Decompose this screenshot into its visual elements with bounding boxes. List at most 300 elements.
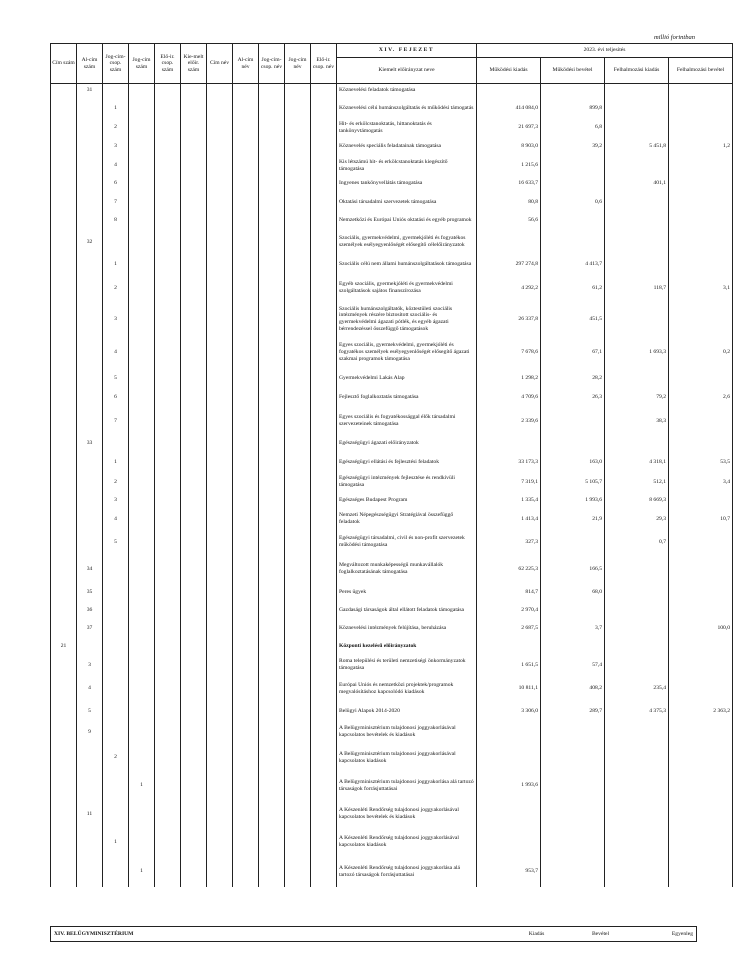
cell-alcim	[77, 212, 103, 230]
cell-eloir	[155, 230, 181, 255]
cell-jogcim	[129, 602, 155, 620]
cell-eloir	[155, 638, 181, 656]
cell-cim	[51, 193, 77, 212]
cell-cim	[51, 473, 77, 492]
cell-jogcimnev	[285, 720, 311, 745]
cell-alcim	[77, 453, 103, 473]
cell-felhalmozasi-bevetel	[669, 675, 733, 703]
cell-felhalmozasi-bevetel	[669, 492, 733, 510]
cell-alcimnev	[233, 556, 259, 583]
table-row	[51, 119, 733, 137]
cell-eloir	[155, 529, 181, 556]
cell-alcimnev	[233, 175, 259, 193]
cell-kiemelt	[181, 193, 207, 212]
cell-jogcim	[129, 98, 155, 119]
cell-name: Egyes szociális, gyermekvédelmi, gyermekjóléti és fogyatékos személyek esélyegyenlőségét elősegítő ágazati szakmai programok támogatása	[337, 337, 477, 369]
cell-mukodesi-kiadas: 327,3	[477, 529, 541, 556]
cell-alcimnev	[233, 337, 259, 369]
cell-jogcim	[129, 193, 155, 212]
unit-note: millió forintban	[654, 34, 695, 41]
cell-cim	[51, 801, 77, 828]
cell-cim	[51, 337, 77, 369]
cell-jogcimcsopnev	[259, 435, 285, 453]
cell-jogcimcsop: 2	[103, 119, 129, 137]
cell-cimnev	[207, 84, 233, 98]
table-row	[51, 435, 733, 453]
cell-mukodesi-kiadas: 26 337,8	[477, 302, 541, 337]
cell-mukodesi-kiadas: 56,6	[477, 212, 541, 230]
cell-felhalmozasi-kiadas	[605, 435, 669, 453]
cell-jogcimnev	[285, 275, 311, 302]
cell-eloir	[155, 745, 181, 771]
cell-jogcimcsopnev	[259, 193, 285, 212]
cell-jogcimnev	[285, 801, 311, 828]
cell-mukodesi-kiadas: 4 709,6	[477, 388, 541, 408]
cell-felhalmozasi-bevetel	[669, 157, 733, 175]
cell-felhalmozasi-bevetel	[669, 602, 733, 620]
cell-jogcimcsop: 4	[103, 337, 129, 369]
cell-jogcimcsop: 1	[103, 255, 129, 275]
cell-felhalmozasi-bevetel	[669, 583, 733, 602]
cell-jogcimcsopnev	[259, 157, 285, 175]
header-year-group: 2023. évi teljesítés	[477, 44, 733, 58]
cell-jogcim	[129, 720, 155, 745]
cell-eloirnev	[311, 212, 337, 230]
cell-alcim: 31	[77, 84, 103, 98]
table-row	[51, 388, 733, 408]
cell-name: Köznevelési intézmények felújítása, beruházása	[337, 620, 477, 638]
cell-eloir	[155, 675, 181, 703]
cell-name: Egyes szociális és fogyatékossággal élők társadalmi szervezeteinek támogatása	[337, 408, 477, 435]
cell-eloirnev	[311, 703, 337, 720]
cell-alcim: 33	[77, 435, 103, 453]
cell-jogcimcsopnev	[259, 583, 285, 602]
cell-name: Roma települési és területi nemzetiségi önkormányzatok támogatása	[337, 656, 477, 675]
table-row	[51, 175, 733, 193]
cell-eloir	[155, 435, 181, 453]
cell-jogcimnev	[285, 620, 311, 638]
cell-cimnev	[207, 157, 233, 175]
cell-alcim	[77, 157, 103, 175]
cell-mukodesi-bevetel	[541, 720, 605, 745]
cell-mukodesi-bevetel: 21,9	[541, 510, 605, 529]
cell-eloirnev	[311, 510, 337, 529]
cell-felhalmozasi-bevetel	[669, 638, 733, 656]
cell-jogcimnev	[285, 473, 311, 492]
table-row	[51, 675, 733, 703]
cell-jogcim	[129, 583, 155, 602]
cell-cim	[51, 675, 77, 703]
cell-kiemelt	[181, 828, 207, 857]
cell-jogcim	[129, 828, 155, 857]
cell-jogcimnev	[285, 556, 311, 583]
cell-mukodesi-kiadas	[477, 84, 541, 98]
cell-eloir	[155, 408, 181, 435]
table-row	[51, 510, 733, 529]
cell-alcimnev	[233, 510, 259, 529]
cell-mukodesi-kiadas: 297 274,8	[477, 255, 541, 275]
cell-alcimnev	[233, 703, 259, 720]
cell-name: Egészségügyi ellátási és fejlesztési feladatok	[337, 453, 477, 473]
cell-jogcimcsop	[103, 583, 129, 602]
cell-kiemelt	[181, 638, 207, 656]
cell-eloir	[155, 255, 181, 275]
cell-name: Belügyi Alapok 2014-2020	[337, 703, 477, 720]
table-row	[51, 583, 733, 602]
cell-felhalmozasi-bevetel	[669, 828, 733, 857]
cell-jogcimnev	[285, 828, 311, 857]
cell-jogcim	[129, 230, 155, 255]
cell-alcim: 4	[77, 675, 103, 703]
cell-eloirnev	[311, 255, 337, 275]
cell-mukodesi-bevetel	[541, 745, 605, 771]
cell-jogcimnev	[285, 492, 311, 510]
cell-cimnev	[207, 408, 233, 435]
cell-mukodesi-bevetel: 67,1	[541, 337, 605, 369]
cell-mukodesi-kiadas: 3 306,0	[477, 703, 541, 720]
cell-jogcimnev	[285, 675, 311, 703]
cell-alcimnev	[233, 720, 259, 745]
cell-eloir	[155, 771, 181, 801]
cell-jogcimnev	[285, 193, 311, 212]
cell-jogcimnev	[285, 157, 311, 175]
cell-felhalmozasi-bevetel	[669, 435, 733, 453]
cell-felhalmozasi-bevetel: 2 363,2	[669, 703, 733, 720]
cell-jogcimcsopnev	[259, 212, 285, 230]
cell-name: Peres ügyek	[337, 583, 477, 602]
cell-kiemelt	[181, 857, 207, 887]
cell-jogcimcsopnev	[259, 230, 285, 255]
cell-jogcim	[129, 703, 155, 720]
cell-mukodesi-kiadas: 953,7	[477, 857, 541, 887]
cell-eloirnev	[311, 656, 337, 675]
cell-eloirnev	[311, 137, 337, 157]
cell-alcimnev	[233, 675, 259, 703]
cell-alcim	[77, 175, 103, 193]
cell-jogcimcsopnev	[259, 408, 285, 435]
cell-eloirnev	[311, 638, 337, 656]
cell-name: Egészségügyi ágazati előirányzatok	[337, 435, 477, 453]
cell-kiemelt	[181, 473, 207, 492]
cell-eloirnev	[311, 337, 337, 369]
cell-name: Köznevelési célú humánszolgáltatás és működési támogatás	[337, 98, 477, 119]
footer-bevetel: Bevétel	[569, 927, 633, 942]
cell-felhalmozasi-bevetel	[669, 801, 733, 828]
cell-jogcim	[129, 255, 155, 275]
cell-jogcimnev	[285, 302, 311, 337]
cell-name: Köznevelés speciális feladatainak támogatása	[337, 137, 477, 157]
cell-jogcimcsopnev	[259, 255, 285, 275]
cell-jogcimcsopnev	[259, 275, 285, 302]
header-jogcim: Jog-cím szám	[129, 44, 155, 84]
header-felhalmozasi-kiadas: Felhalmozási kiadás	[605, 58, 669, 84]
cell-name: Egészséges Budapest Program	[337, 492, 477, 510]
cell-jogcimcsop: 1	[103, 828, 129, 857]
cell-cimnev	[207, 137, 233, 157]
cell-cimnev	[207, 98, 233, 119]
cell-mukodesi-bevetel: 899,8	[541, 98, 605, 119]
cell-jogcim	[129, 745, 155, 771]
footer-kiadas: Kiadás	[505, 927, 569, 942]
cell-alcimnev	[233, 453, 259, 473]
cell-alcim	[77, 337, 103, 369]
cell-eloirnev	[311, 119, 337, 137]
cell-jogcimcsop	[103, 556, 129, 583]
cell-felhalmozasi-kiadas: 401,1	[605, 175, 669, 193]
table-row	[51, 529, 733, 556]
cell-name: Központi kezelésű előirányzatok	[337, 638, 477, 656]
table-row	[51, 137, 733, 157]
cell-mukodesi-bevetel: 61,2	[541, 275, 605, 302]
cell-alcimnev	[233, 212, 259, 230]
header-cimnev: Cím név	[207, 44, 233, 84]
cell-cimnev	[207, 388, 233, 408]
cell-jogcim	[129, 801, 155, 828]
cell-felhalmozasi-bevetel	[669, 98, 733, 119]
cell-cimnev	[207, 255, 233, 275]
cell-cim	[51, 408, 77, 435]
chapter-title: XIV. FEJEZET	[337, 44, 477, 58]
header-eloirnev: Elő-ir. csop. név	[311, 44, 337, 84]
cell-felhalmozasi-kiadas: 118,7	[605, 275, 669, 302]
cell-felhalmozasi-kiadas	[605, 638, 669, 656]
cell-jogcimnev	[285, 98, 311, 119]
cell-eloirnev	[311, 98, 337, 119]
cell-cimnev	[207, 720, 233, 745]
cell-jogcimcsop: 5	[103, 529, 129, 556]
cell-alcim: 36	[77, 602, 103, 620]
cell-jogcim	[129, 620, 155, 638]
cell-jogcimcsopnev	[259, 98, 285, 119]
cell-mukodesi-kiadas: 1 413,4	[477, 510, 541, 529]
cell-jogcimcsopnev	[259, 620, 285, 638]
cell-jogcimcsopnev	[259, 556, 285, 583]
cell-eloirnev	[311, 157, 337, 175]
cell-kiemelt	[181, 230, 207, 255]
cell-kiemelt	[181, 435, 207, 453]
cell-jogcimcsop: 1	[103, 453, 129, 473]
cell-mukodesi-bevetel	[541, 157, 605, 175]
cell-jogcim	[129, 137, 155, 157]
cell-felhalmozasi-bevetel	[669, 255, 733, 275]
cell-cim	[51, 602, 77, 620]
cell-felhalmozasi-kiadas	[605, 302, 669, 337]
cell-cimnev	[207, 801, 233, 828]
cell-mukodesi-bevetel	[541, 771, 605, 801]
header-jogcimnev: Jog-cím név	[285, 44, 311, 84]
cell-eloirnev	[311, 675, 337, 703]
cell-jogcim: 1	[129, 857, 155, 887]
cell-alcim	[77, 369, 103, 388]
cell-felhalmozasi-bevetel: 53,5	[669, 453, 733, 473]
table-row	[51, 656, 733, 675]
cell-cim	[51, 98, 77, 119]
cell-name: Ingyenes tankönyvellátás támogatása	[337, 175, 477, 193]
cell-jogcimnev	[285, 583, 311, 602]
cell-alcimnev	[233, 408, 259, 435]
cell-jogcim	[129, 302, 155, 337]
cell-cim	[51, 175, 77, 193]
cell-mukodesi-kiadas: 80,8	[477, 193, 541, 212]
cell-alcim: 11	[77, 801, 103, 828]
cell-alcimnev	[233, 435, 259, 453]
cell-cim	[51, 275, 77, 302]
cell-jogcimcsop	[103, 230, 129, 255]
cell-mukodesi-bevetel: 28,2	[541, 369, 605, 388]
cell-alcim	[77, 529, 103, 556]
cell-eloirnev	[311, 492, 337, 510]
cell-kiemelt	[181, 771, 207, 801]
cell-alcim	[77, 98, 103, 119]
cell-mukodesi-bevetel: 57,4	[541, 656, 605, 675]
cell-mukodesi-kiadas: 1 215,6	[477, 157, 541, 175]
cell-jogcimnev	[285, 255, 311, 275]
cell-kiemelt	[181, 98, 207, 119]
cell-jogcim	[129, 556, 155, 583]
cell-cimnev	[207, 435, 233, 453]
cell-felhalmozasi-bevetel	[669, 230, 733, 255]
header-alcimnev: Al-cím név	[233, 44, 259, 84]
table-row	[51, 720, 733, 745]
cell-alcimnev	[233, 302, 259, 337]
cell-cimnev	[207, 602, 233, 620]
cell-eloir	[155, 137, 181, 157]
cell-eloir	[155, 302, 181, 337]
cell-eloir	[155, 492, 181, 510]
table-row	[51, 157, 733, 175]
table-row	[51, 408, 733, 435]
cell-cim	[51, 583, 77, 602]
cell-jogcimcsop	[103, 771, 129, 801]
cell-jogcim	[129, 212, 155, 230]
cell-eloirnev	[311, 388, 337, 408]
cell-mukodesi-kiadas: 1 335,4	[477, 492, 541, 510]
cell-jogcimcsopnev	[259, 369, 285, 388]
cell-mukodesi-bevetel	[541, 230, 605, 255]
table-row	[51, 602, 733, 620]
cell-jogcimnev	[285, 857, 311, 887]
cell-cim	[51, 510, 77, 529]
cell-name: Szociális humánszolgáltatók, köztestületi szociális intézmények részére biztosított szociális- és gyermekvédelmi ágazati pótlék, és egyéb ágazati bérrendezéssel összefüggő támogatások	[337, 302, 477, 337]
cell-mukodesi-bevetel: 451,5	[541, 302, 605, 337]
cell-mukodesi-bevetel: 289,7	[541, 703, 605, 720]
cell-felhalmozasi-kiadas	[605, 656, 669, 675]
cell-kiemelt	[181, 175, 207, 193]
cell-alcim	[77, 275, 103, 302]
cell-jogcimcsopnev	[259, 119, 285, 137]
cell-felhalmozasi-bevetel	[669, 720, 733, 745]
cell-eloirnev	[311, 583, 337, 602]
cell-cim	[51, 828, 77, 857]
cell-cim	[51, 388, 77, 408]
cell-eloirnev	[311, 745, 337, 771]
cell-eloir	[155, 388, 181, 408]
cell-name: A Készenléti Rendőrség tulajdonosi joggyakorlásával kapcsolatos bevételek és kiadások	[337, 801, 477, 828]
cell-alcim	[77, 255, 103, 275]
cell-cim	[51, 656, 77, 675]
cell-cimnev	[207, 510, 233, 529]
cell-alcimnev	[233, 473, 259, 492]
cell-jogcimcsopnev	[259, 84, 285, 98]
cell-kiemelt	[181, 720, 207, 745]
cell-alcimnev	[233, 620, 259, 638]
cell-alcim	[77, 638, 103, 656]
cell-mukodesi-bevetel	[541, 828, 605, 857]
cell-cim	[51, 230, 77, 255]
cell-cimnev	[207, 337, 233, 369]
cell-eloirnev	[311, 435, 337, 453]
cell-felhalmozasi-kiadas	[605, 84, 669, 98]
table-row	[51, 857, 733, 887]
cell-jogcimnev	[285, 119, 311, 137]
cell-felhalmozasi-kiadas	[605, 828, 669, 857]
cell-mukodesi-bevetel: 1 993,6	[541, 492, 605, 510]
cell-cim	[51, 556, 77, 583]
table-row	[51, 638, 733, 656]
cell-alcimnev	[233, 656, 259, 675]
cell-alcim	[77, 745, 103, 771]
cell-name: Egyéb szociális, gyermekjóléti és gyermekvédelmi szolgáltatások sajátos finanszírozása	[337, 275, 477, 302]
cell-name: A Készenléti Rendőrség tulajdonosi joggyakorlásával kapcsolatos kiadások	[337, 828, 477, 857]
cell-felhalmozasi-kiadas	[605, 720, 669, 745]
cell-eloir	[155, 828, 181, 857]
cell-cim	[51, 119, 77, 137]
cell-cimnev	[207, 620, 233, 638]
cell-cimnev	[207, 583, 233, 602]
cell-cimnev	[207, 275, 233, 302]
cell-eloir	[155, 193, 181, 212]
table-row	[51, 230, 733, 255]
cell-eloirnev	[311, 473, 337, 492]
cell-eloirnev	[311, 828, 337, 857]
cell-jogcimcsop: 3	[103, 302, 129, 337]
cell-alcim	[77, 857, 103, 887]
cell-cimnev	[207, 212, 233, 230]
cell-name: Egészségügyi intézmények fejlesztése és rendkívüli támogatása	[337, 473, 477, 492]
cell-jogcimcsop: 2	[103, 745, 129, 771]
cell-name: A Belügyminisztérium tulajdonosi joggyakorlásával kapcsolatos bevételek és kiadások	[337, 720, 477, 745]
cell-name: Megváltozott munkaképességű munkavállalók foglalkoztatásának támogatása	[337, 556, 477, 583]
header-mukodesi-bevetel: Működési bevétel	[541, 58, 605, 84]
cell-eloir	[155, 720, 181, 745]
cell-felhalmozasi-kiadas	[605, 230, 669, 255]
cell-jogcimnev	[285, 137, 311, 157]
cell-jogcim	[129, 84, 155, 98]
table-row	[51, 620, 733, 638]
cell-felhalmozasi-kiadas	[605, 771, 669, 801]
cell-alcim	[77, 771, 103, 801]
cell-felhalmozasi-kiadas	[605, 119, 669, 137]
cell-mukodesi-bevetel	[541, 212, 605, 230]
cell-alcim	[77, 119, 103, 137]
cell-jogcimcsopnev	[259, 492, 285, 510]
cell-jogcim	[129, 388, 155, 408]
cell-eloir	[155, 801, 181, 828]
cell-name: Oktatási társadalmi szervezetek támogatása	[337, 193, 477, 212]
cell-felhalmozasi-kiadas	[605, 857, 669, 887]
cell-jogcimnev	[285, 84, 311, 98]
cell-eloirnev	[311, 302, 337, 337]
cell-alcim	[77, 302, 103, 337]
cell-eloirnev	[311, 193, 337, 212]
cell-cimnev	[207, 302, 233, 337]
cell-felhalmozasi-bevetel	[669, 529, 733, 556]
cell-mukodesi-kiadas	[477, 230, 541, 255]
cell-cimnev	[207, 492, 233, 510]
cell-mukodesi-bevetel: 26,3	[541, 388, 605, 408]
cell-eloir	[155, 583, 181, 602]
table-row	[51, 801, 733, 828]
